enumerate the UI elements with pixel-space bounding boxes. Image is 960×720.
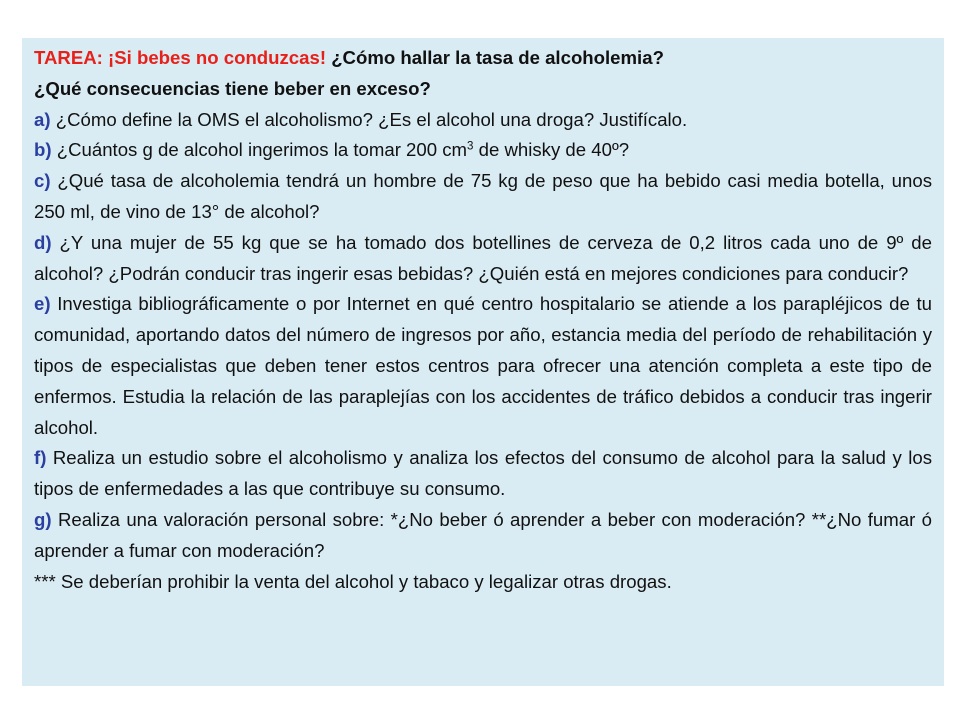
tarea-label: TAREA: — [34, 47, 103, 68]
item-b-text-before: ¿Cuántos g de alcohol ingerimos la tomar 200 cm — [56, 139, 468, 161]
item-g-label: g) — [34, 508, 52, 530]
item-a — [34, 105, 932, 136]
item-a-text: ¿Cómo define la OMS el alcoholismo? ¿Es el alcohol una droga? Justifícalo. — [55, 108, 688, 130]
item-f-text: Realiza un estudio sobre el alcoholismo y analiza los efectos del consumo de alcohol para la salud y los tipos de enfermedades a las que contribuye su consumo. — [34, 447, 932, 500]
item-e — [34, 289, 932, 443]
item-c-text: ¿Qué tasa de alcoholemia tendrá un hombre de 75 kg de peso que ha bebido casi media botella, unos 250 ml, de vino de 13° de alcohol? — [34, 170, 932, 222]
item-b — [34, 135, 932, 166]
item-f-label: f) — [34, 447, 47, 469]
task-textbox — [22, 38, 944, 686]
item-g — [34, 505, 932, 567]
item-e-label: e) — [34, 293, 51, 315]
question-consequences: ¿Qué consecuencias tiene beber en exceso? — [34, 77, 431, 99]
item-b-label: b) — [34, 139, 52, 161]
item-c — [34, 166, 932, 228]
item-d-text: ¿Y una mujer de 55 kg que se ha tomado dos botellines de cerveza de 0,2 litros cada uno de 9º de alcohol? ¿Podrán conducir tras ingerir esas bebidas? ¿Quién está en mejores condiciones para conducir? — [34, 231, 932, 284]
item-a-label: a) — [34, 108, 51, 130]
slogan-text: ¡Si bebes no conduzcas! — [108, 47, 327, 68]
item-f — [34, 443, 932, 505]
item-c-label: c) — [34, 170, 51, 192]
item-b-text-after: de whisky de 40º? — [473, 139, 630, 161]
question-alcoholemia: ¿Cómo hallar la tasa de alcoholemia? — [331, 47, 664, 68]
item-e-text: Investiga bibliográficamente o por Internet en qué centro hospitalario se atiende a los parapléjicos de tu comunidad, aportando datos del número de ingresos por año, estancia media del período de rehabilitación y tipos de especialistas que deben tener estos centros para ofrecer una atención completa a este tipo de enfermos. Estudia la relación de las paraplejías con los accidentes de tráfico debidos a conducir tras ingerir alcohol. — [34, 293, 932, 438]
item-d — [34, 228, 932, 290]
item-g-text: Realiza una valoración personal sobre: *¿No beber ó aprender a beber con moderación? **¿No fumar ó aprender a fumar con moderación? — [34, 508, 932, 561]
task-subheading — [34, 74, 932, 105]
final-line: *** Se deberían prohibir la venta del alcohol y tabaco y legalizar otras drogas. — [34, 570, 672, 592]
task-heading — [34, 43, 932, 74]
item-b-superscript: 3 — [467, 141, 474, 154]
item-d-label: d) — [34, 231, 52, 253]
